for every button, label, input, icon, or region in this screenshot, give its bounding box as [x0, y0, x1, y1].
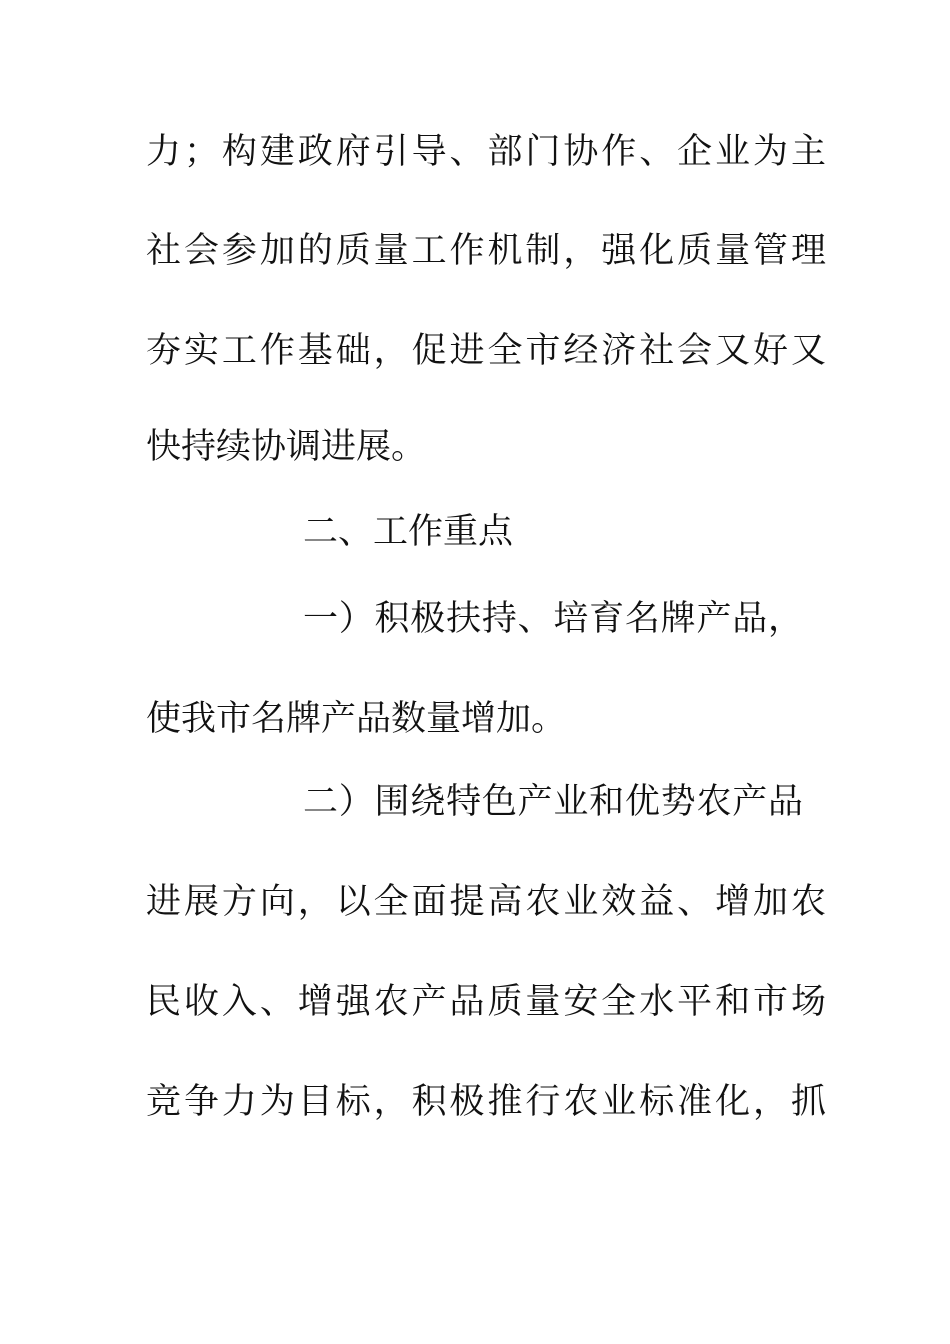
list-item-1-line-2: 使我市名牌产品数量增加。: [146, 699, 567, 739]
list-item-2-line-4: 竞争力为目标，积极推行农业标准化，抓: [146, 1082, 826, 1122]
paragraph-line-3: 夯实工作基础，促进全市经济社会又好又: [146, 331, 826, 371]
paragraph-line-4: 快持续协调进展。: [146, 427, 427, 467]
list-item-2-line-1: 二）围绕特色产业和优势农产品: [303, 782, 803, 822]
section-heading: 二、工作重点: [303, 512, 514, 552]
list-item-1-line-1: 一）积极扶持、培育名牌产品，: [303, 599, 803, 639]
list-item-2-line-3: 民收入、增强农产品质量安全水平和市场: [146, 982, 826, 1022]
paragraph-line-1: 力；构建政府引导、部门协作、企业为主: [146, 132, 826, 172]
list-item-2-line-2: 进展方向，以全面提高农业效益、增加农: [146, 882, 826, 922]
paragraph-line-2: 社会参加的质量工作机制，强化质量管理: [146, 231, 826, 271]
